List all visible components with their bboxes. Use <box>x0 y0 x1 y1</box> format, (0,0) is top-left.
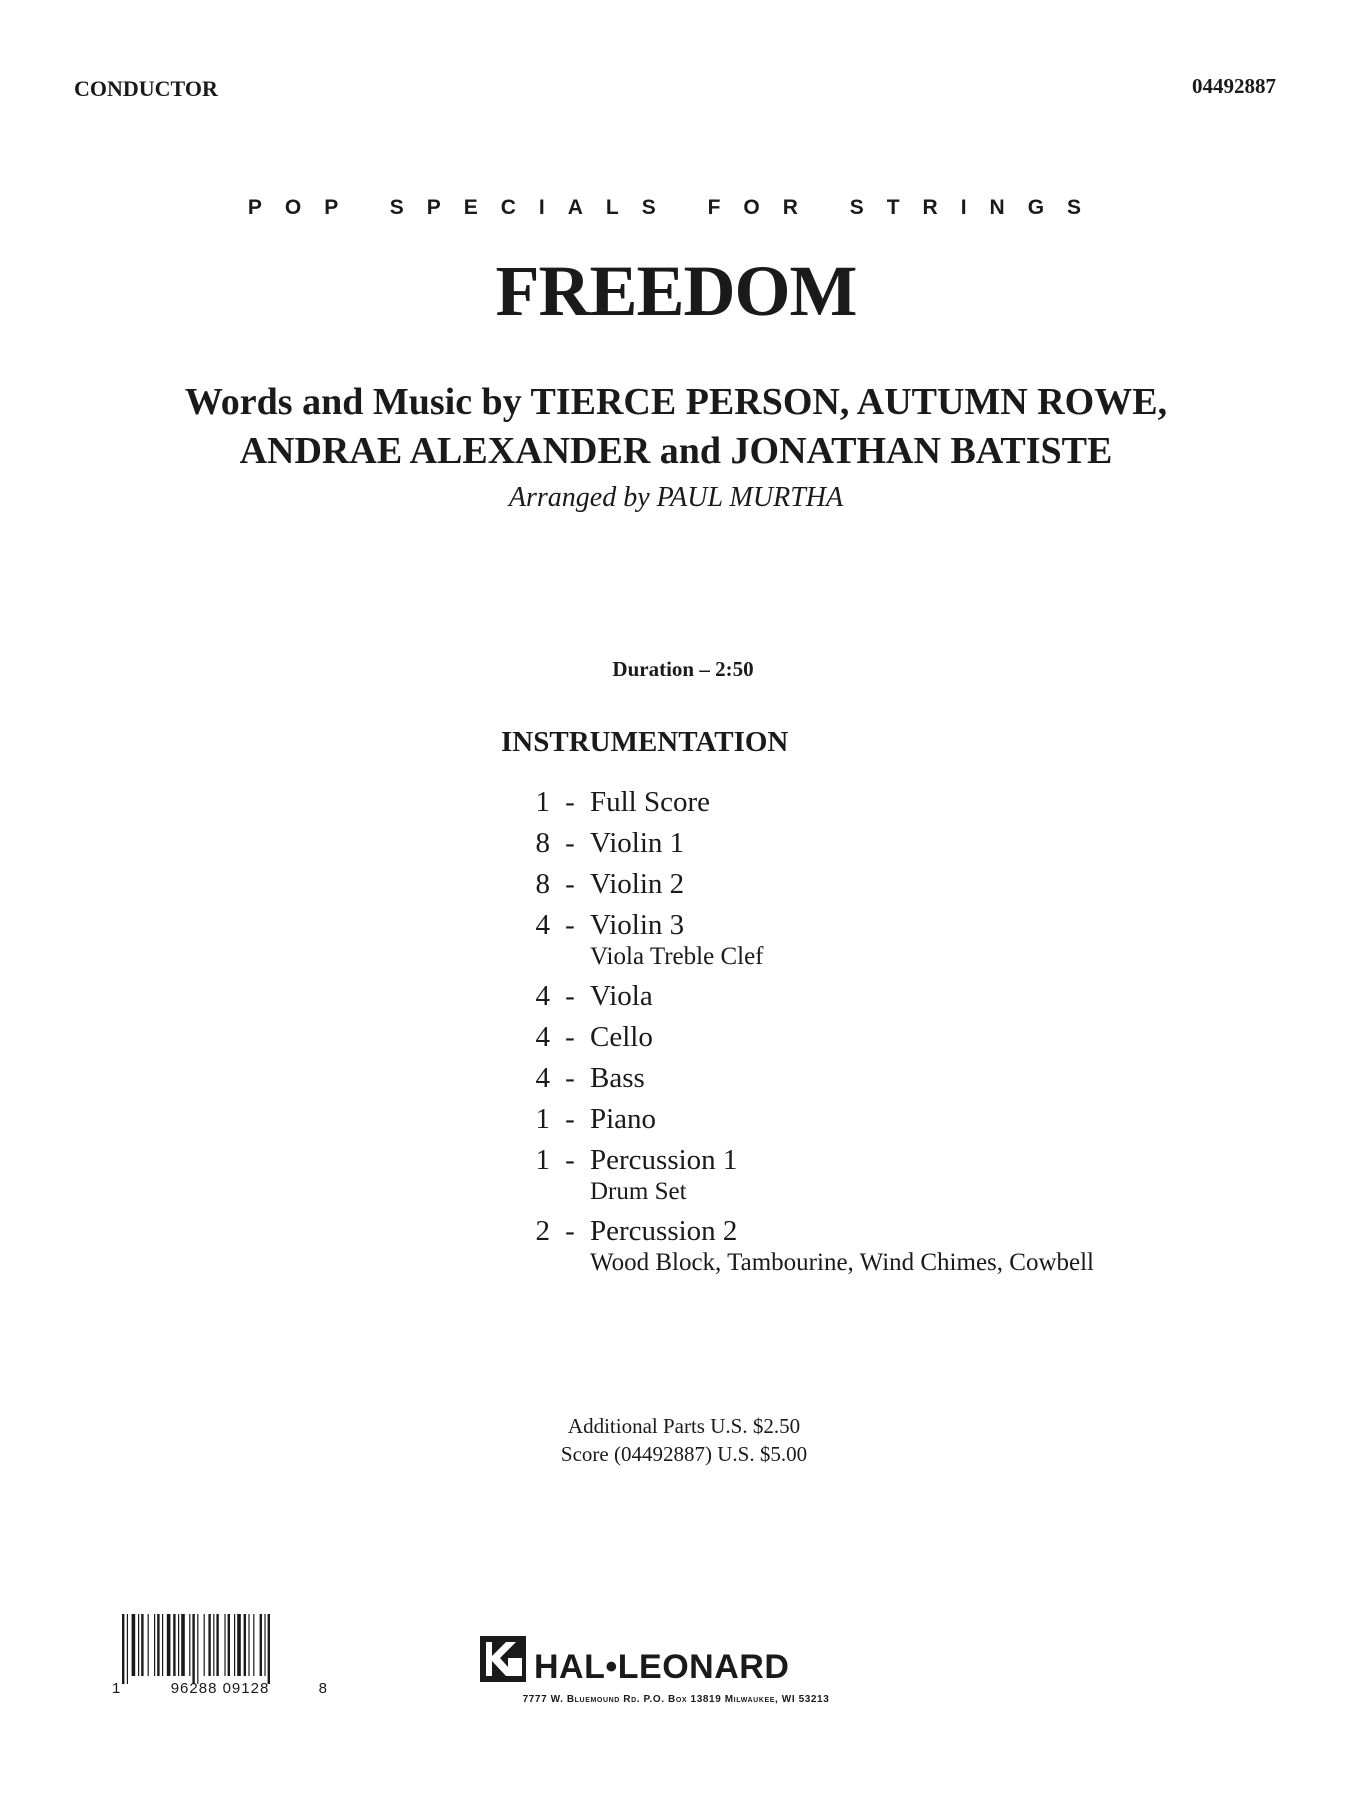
barcode-bar <box>157 1614 159 1676</box>
barcode-bar <box>122 1614 124 1684</box>
publisher-address: 7777 W. Bluemound Rd. P.O. Box 13819 Milwaukee, WI 53213 <box>522 1694 830 1705</box>
instrument-dash: - <box>565 1103 575 1135</box>
barcode-bar <box>213 1614 214 1676</box>
credits-line-2: ANDRAE ALEXANDER and JONATHAN BATISTE <box>239 430 1113 472</box>
instrument-quantity: 2 <box>535 1215 550 1247</box>
instrument-row <box>524 1140 1094 1181</box>
barcode-bar <box>192 1614 194 1684</box>
parts-price: Additional Parts U.S. $2.50 <box>567 1414 801 1438</box>
instrument-dash: - <box>565 868 575 900</box>
barcode-bar <box>264 1614 265 1676</box>
barcode-bar <box>154 1614 155 1676</box>
instrument-row <box>524 976 1094 1017</box>
instrument-name: Piano <box>590 1103 657 1135</box>
barcode-bar <box>208 1614 210 1676</box>
hal-leonard-logo <box>476 1628 876 1690</box>
instrument-dash: - <box>565 1021 575 1053</box>
instrument-name: Violin 2 <box>590 868 685 900</box>
instrument-quantity: 4 <box>535 1021 550 1053</box>
instrument-dash: - <box>565 1215 575 1247</box>
barcode <box>114 1614 326 1718</box>
instrument-dash: - <box>565 909 575 941</box>
instrument-dash: - <box>565 786 575 818</box>
barcode-bar <box>162 1614 163 1676</box>
arranger: Arranged by PAUL MURTHA <box>508 482 844 513</box>
barcode-bar <box>173 1614 175 1676</box>
barcode-bar <box>204 1614 205 1676</box>
instrument-quantity: 4 <box>535 1062 550 1094</box>
barcode-bar <box>248 1614 249 1676</box>
barcode-bar <box>260 1614 262 1676</box>
barcode-bar <box>268 1614 270 1684</box>
instrument-name: Cello <box>590 1021 653 1053</box>
instrument-name: Percussion 2 <box>590 1215 738 1247</box>
instrument-name: Violin 1 <box>590 827 685 859</box>
song-title: FREEDOM <box>495 251 857 331</box>
barcode-numbers <box>112 1680 328 1697</box>
instrument-row <box>524 782 1094 823</box>
credits-line-1: Words and Music by TIERCE PERSON, AUTUMN ROWE, <box>184 381 1168 423</box>
barcode-bar <box>181 1614 185 1676</box>
instrument-row <box>524 1211 1094 1252</box>
barcode-bar <box>228 1614 230 1676</box>
instrument-name: Percussion 1 <box>590 1144 738 1176</box>
barcode-middle-digits: 96288 09128 <box>170 1680 270 1697</box>
instrument-quantity: 4 <box>535 980 550 1012</box>
instrument-dash: - <box>565 980 575 1012</box>
barcode-bar <box>132 1614 136 1676</box>
barcode-bar <box>216 1614 218 1676</box>
catalog-number: 04492887 <box>1192 74 1276 98</box>
barcode-bar <box>234 1614 235 1676</box>
barcode-bar <box>138 1614 139 1676</box>
instrumentation-list <box>524 782 1094 1282</box>
credits <box>0 378 1352 476</box>
barcode-bar <box>189 1614 190 1676</box>
barcode-bar <box>141 1614 143 1676</box>
instrument-note: Wood Block, Tambourine, Wind Chimes, Cowbell <box>590 1249 1094 1276</box>
part-label: CONDUCTOR <box>74 76 218 101</box>
instrument-dash: - <box>565 1062 575 1094</box>
instrument-dash: - <box>565 827 575 859</box>
barcode-bar <box>167 1614 171 1676</box>
instrument-quantity: 8 <box>535 827 550 859</box>
barcode-bar <box>127 1614 128 1684</box>
instrument-quantity: 1 <box>535 786 550 818</box>
logo-mark-icon <box>480 1636 526 1682</box>
instrument-dash: - <box>565 1144 575 1176</box>
barcode-bar <box>237 1614 241 1676</box>
instrument-name: Viola <box>590 980 653 1012</box>
instrument-row <box>524 905 1094 946</box>
barcode-bar <box>224 1614 225 1676</box>
instrument-row <box>524 1099 1094 1140</box>
instrument-note: Drum Set <box>590 1178 687 1205</box>
instrument-name: Bass <box>590 1062 645 1094</box>
instrument-quantity: 1 <box>535 1144 550 1176</box>
prices <box>0 1412 1352 1468</box>
instrument-name: Violin 3 <box>590 909 685 941</box>
instrument-name: Full Score <box>590 786 711 818</box>
instrument-row <box>524 1017 1094 1058</box>
instrument-row <box>524 864 1094 905</box>
barcode-bar <box>148 1614 149 1676</box>
instrument-quantity: 4 <box>535 909 550 941</box>
series-title: POP SPECIALS FOR STRINGS <box>247 196 1105 219</box>
instrument-quantity: 8 <box>535 868 550 900</box>
instrument-row <box>524 1058 1094 1099</box>
barcode-right-digit: 8 <box>318 1680 328 1697</box>
duration: Duration – 2:50 <box>612 657 754 681</box>
barcode-left-digit: 1 <box>112 1680 122 1697</box>
barcode-bar <box>244 1614 246 1676</box>
instrument-quantity: 1 <box>535 1103 550 1135</box>
instrumentation-heading: INSTRUMENTATION <box>501 726 789 758</box>
logo-text: HAL•LEONARD <box>534 1648 790 1686</box>
score-price: Score (04492887) U.S. $5.00 <box>560 1442 808 1466</box>
barcode-bar <box>178 1614 179 1676</box>
barcode-bar <box>253 1614 254 1676</box>
barcode-bar <box>197 1614 198 1684</box>
instrument-note: Viola Treble Clef <box>590 943 764 970</box>
instrument-row <box>524 823 1094 864</box>
